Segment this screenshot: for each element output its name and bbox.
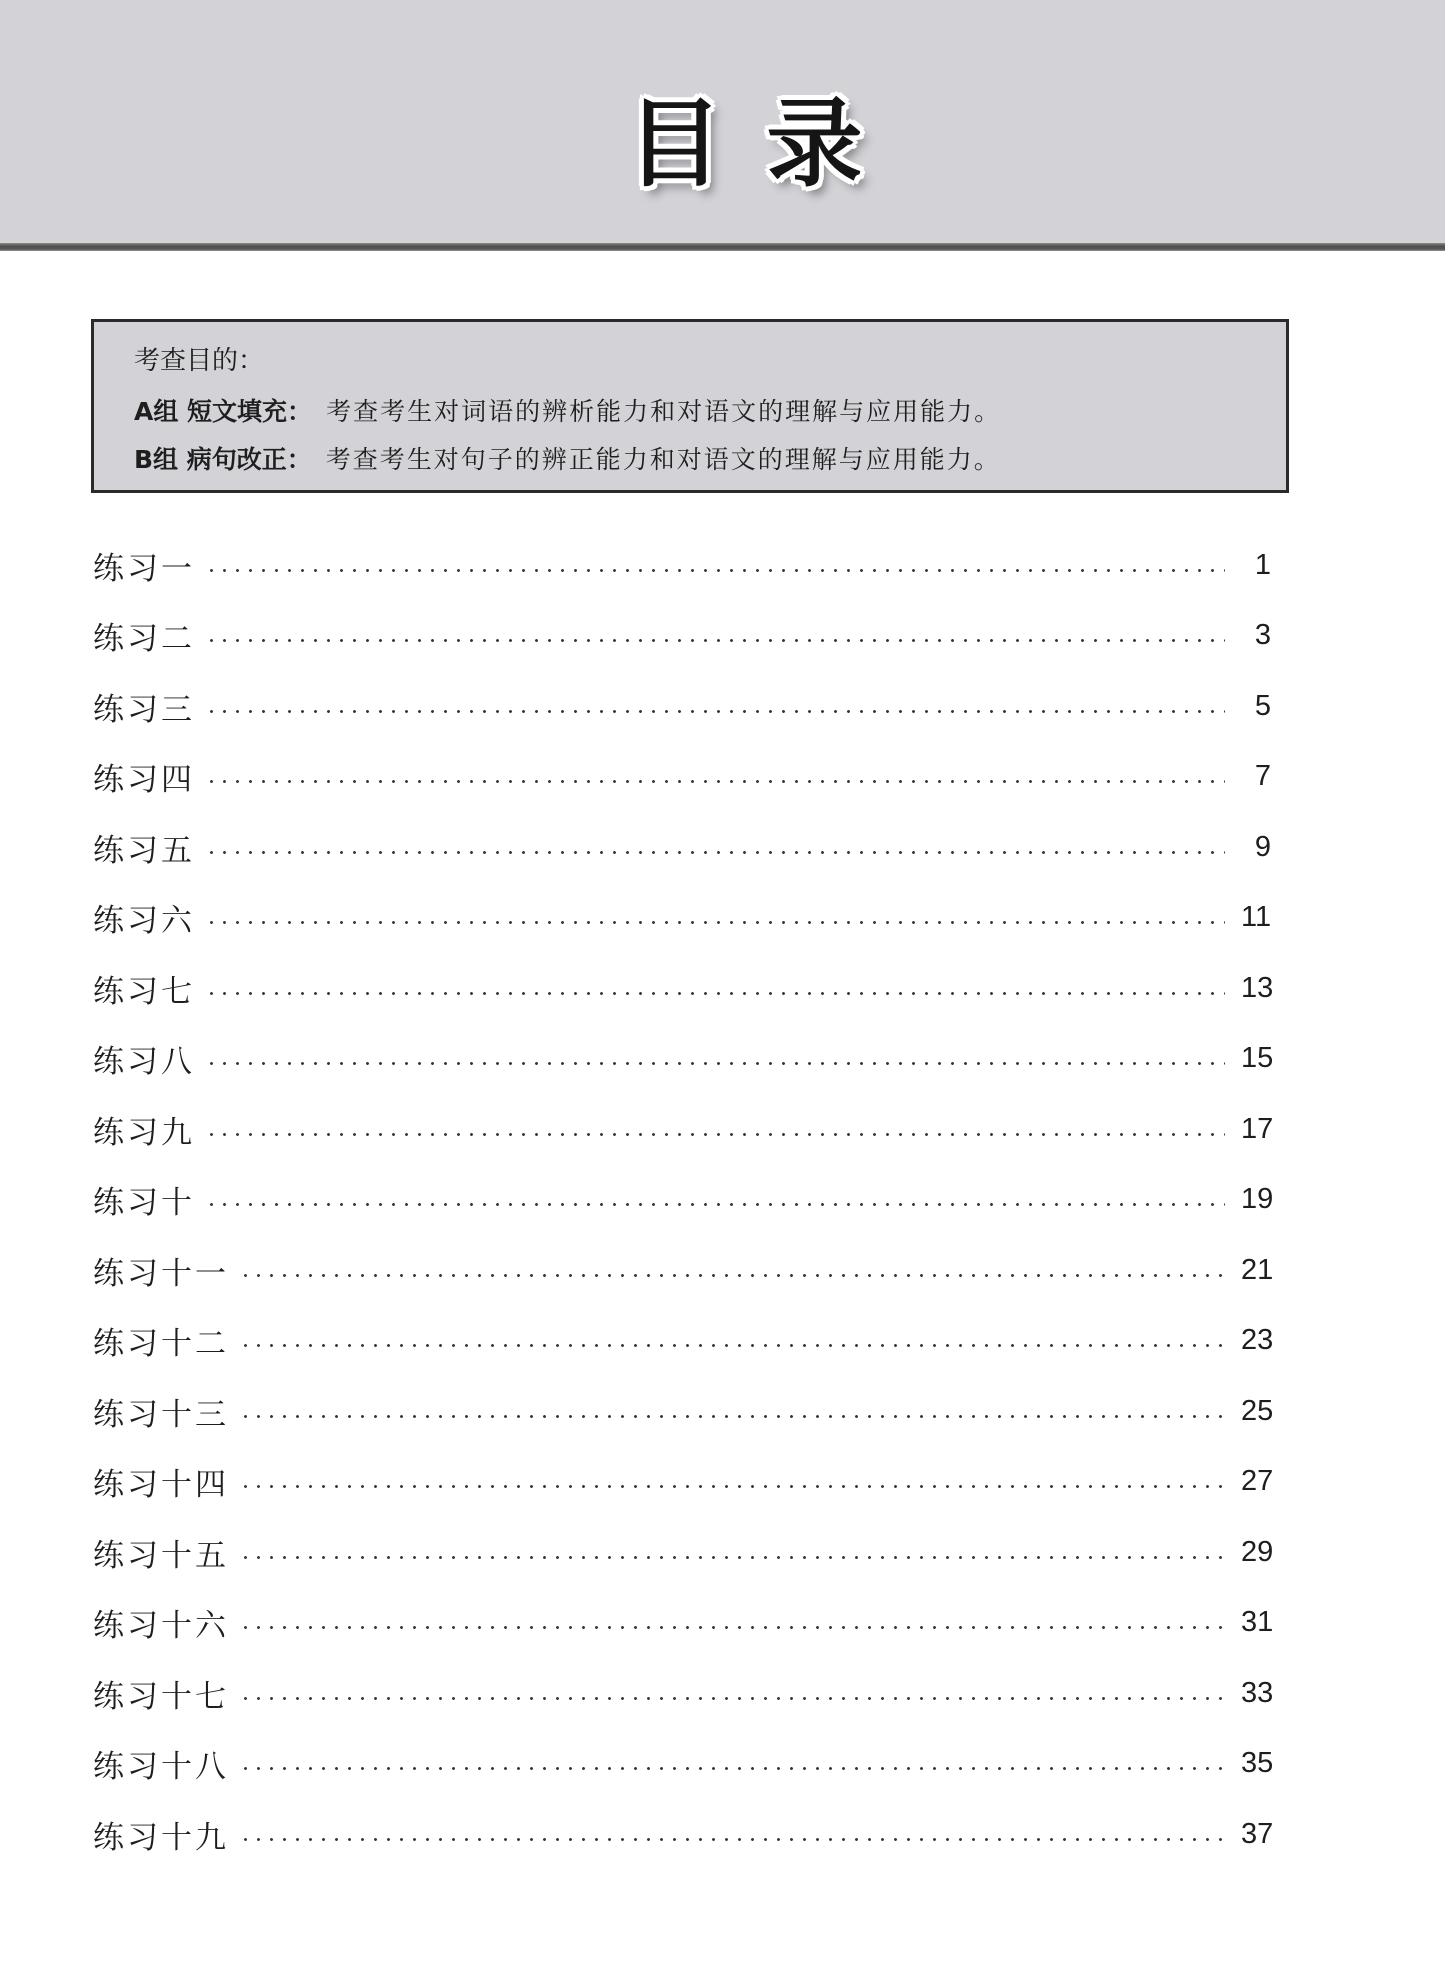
toc-entry-page-number: 25 [1241,1394,1274,1427]
dot-leader [239,1556,1225,1559]
objective-a-label: A组 短文填充： [134,397,313,426]
toc-entry-label: 练习一 [93,550,195,587]
toc-entry-label: 练习二 [93,621,195,657]
toc-entry-label: 练习十九 [93,1819,229,1856]
toc-entry[interactable] [93,822,1293,872]
toc-entry-label: 练习六 [93,903,195,939]
toc-entry-page-number: 29 [1241,1535,1274,1568]
toc-entry-page-number: 27 [1241,1465,1274,1497]
objectives-box [91,319,1289,493]
toc-entry[interactable] [93,1104,1293,1154]
header-divider [0,243,1445,251]
toc-entry[interactable] [93,1386,1293,1436]
dot-leader [239,1485,1225,1488]
dot-leader [205,710,1225,713]
toc-entry[interactable] [93,1457,1293,1507]
toc-entry-label: 练习七 [93,973,195,1010]
toc-entry-page-number: 13 [1241,971,1274,1004]
toc-entry[interactable] [93,893,1293,943]
toc-entry-label: 练习十七 [93,1678,229,1715]
toc-entry-page-number: 31 [1241,1606,1274,1638]
toc-entry[interactable] [93,1316,1293,1366]
toc-entry-page-number: 9 [1254,830,1271,863]
toc-entry[interactable] [93,1034,1293,1084]
dot-leader [239,1626,1225,1629]
toc-entry[interactable] [93,963,1293,1013]
dot-leader [205,1133,1225,1136]
dot-leader [239,1697,1225,1700]
toc-entry-label: 练习十三 [93,1396,229,1433]
toc-entry-page-number: 35 [1241,1747,1274,1779]
toc-entry[interactable] [93,1739,1293,1789]
toc-entry-page-number: 23 [1241,1324,1274,1356]
toc-entry-page-number: 11 [1241,901,1272,933]
toc-entry-page-number: 1 [1254,548,1271,581]
toc-entry[interactable] [93,611,1293,661]
toc-entry-label: 练习八 [93,1044,195,1080]
dot-leader [205,569,1225,572]
toc-entry-label: 练习十 [93,1185,195,1221]
toc-entry-page-number: 3 [1254,619,1271,651]
toc-entry-page-number: 5 [1254,689,1271,722]
dot-leader [205,1203,1225,1206]
toc-entry-label: 练习十六 [93,1608,229,1644]
dot-leader [205,1062,1225,1065]
objectives-heading: 考查目的： [134,346,265,376]
dot-leader [239,1838,1225,1841]
toc-entry[interactable] [93,1668,1293,1718]
toc-entry-label: 练习十八 [93,1749,229,1785]
dot-leader [205,851,1225,854]
toc-entry[interactable] [93,752,1293,802]
dot-leader [239,1415,1225,1418]
objective-a [134,392,1001,428]
dot-leader [205,639,1225,642]
page-title: 目录 [626,87,907,200]
dot-leader [239,1274,1225,1277]
toc-entry-page-number: 19 [1241,1183,1274,1215]
toc-entry-page-number: 17 [1241,1112,1274,1145]
toc-entry[interactable] [93,540,1293,590]
toc-entry-label: 练习三 [93,691,195,728]
toc-entry-label: 练习九 [93,1114,195,1151]
toc-entry[interactable] [93,1175,1293,1225]
dot-leader [205,992,1225,995]
toc-entry-page-number: 7 [1254,760,1271,792]
toc-entry[interactable] [93,1809,1293,1859]
toc-entry-page-number: 15 [1241,1042,1274,1074]
toc-entry-label: 练习十二 [93,1326,229,1362]
dot-leader [239,1767,1225,1770]
toc-entry-label: 练习十四 [93,1467,229,1503]
toc-entry-label: 练习十一 [93,1255,229,1292]
toc-entry[interactable] [93,1245,1293,1295]
toc-entry-page-number: 21 [1241,1253,1274,1286]
objective-b-label: B组 病句改正： [134,445,312,474]
toc-entry-page-number: 37 [1241,1817,1274,1850]
toc-entry-label: 练习十五 [93,1537,229,1574]
objective-a-description: 考查考生对词语的辨析能力和对语文的理解与应用能力。 [326,397,1002,426]
toc-entry-label: 练习四 [93,762,195,798]
dot-leader [239,1344,1225,1347]
toc-entry-label: 练习五 [93,832,195,869]
toc-entry[interactable] [93,1527,1293,1577]
page-header [0,0,1445,243]
dot-leader [205,780,1225,783]
objective-b [134,440,1001,476]
dot-leader [205,921,1225,924]
objective-b-description: 考查考生对句子的辨正能力和对语文的理解与应用能力。 [325,445,1001,474]
toc-entry-page-number: 33 [1241,1676,1274,1709]
toc-entry[interactable] [93,1598,1293,1648]
toc-entry[interactable] [93,681,1293,731]
